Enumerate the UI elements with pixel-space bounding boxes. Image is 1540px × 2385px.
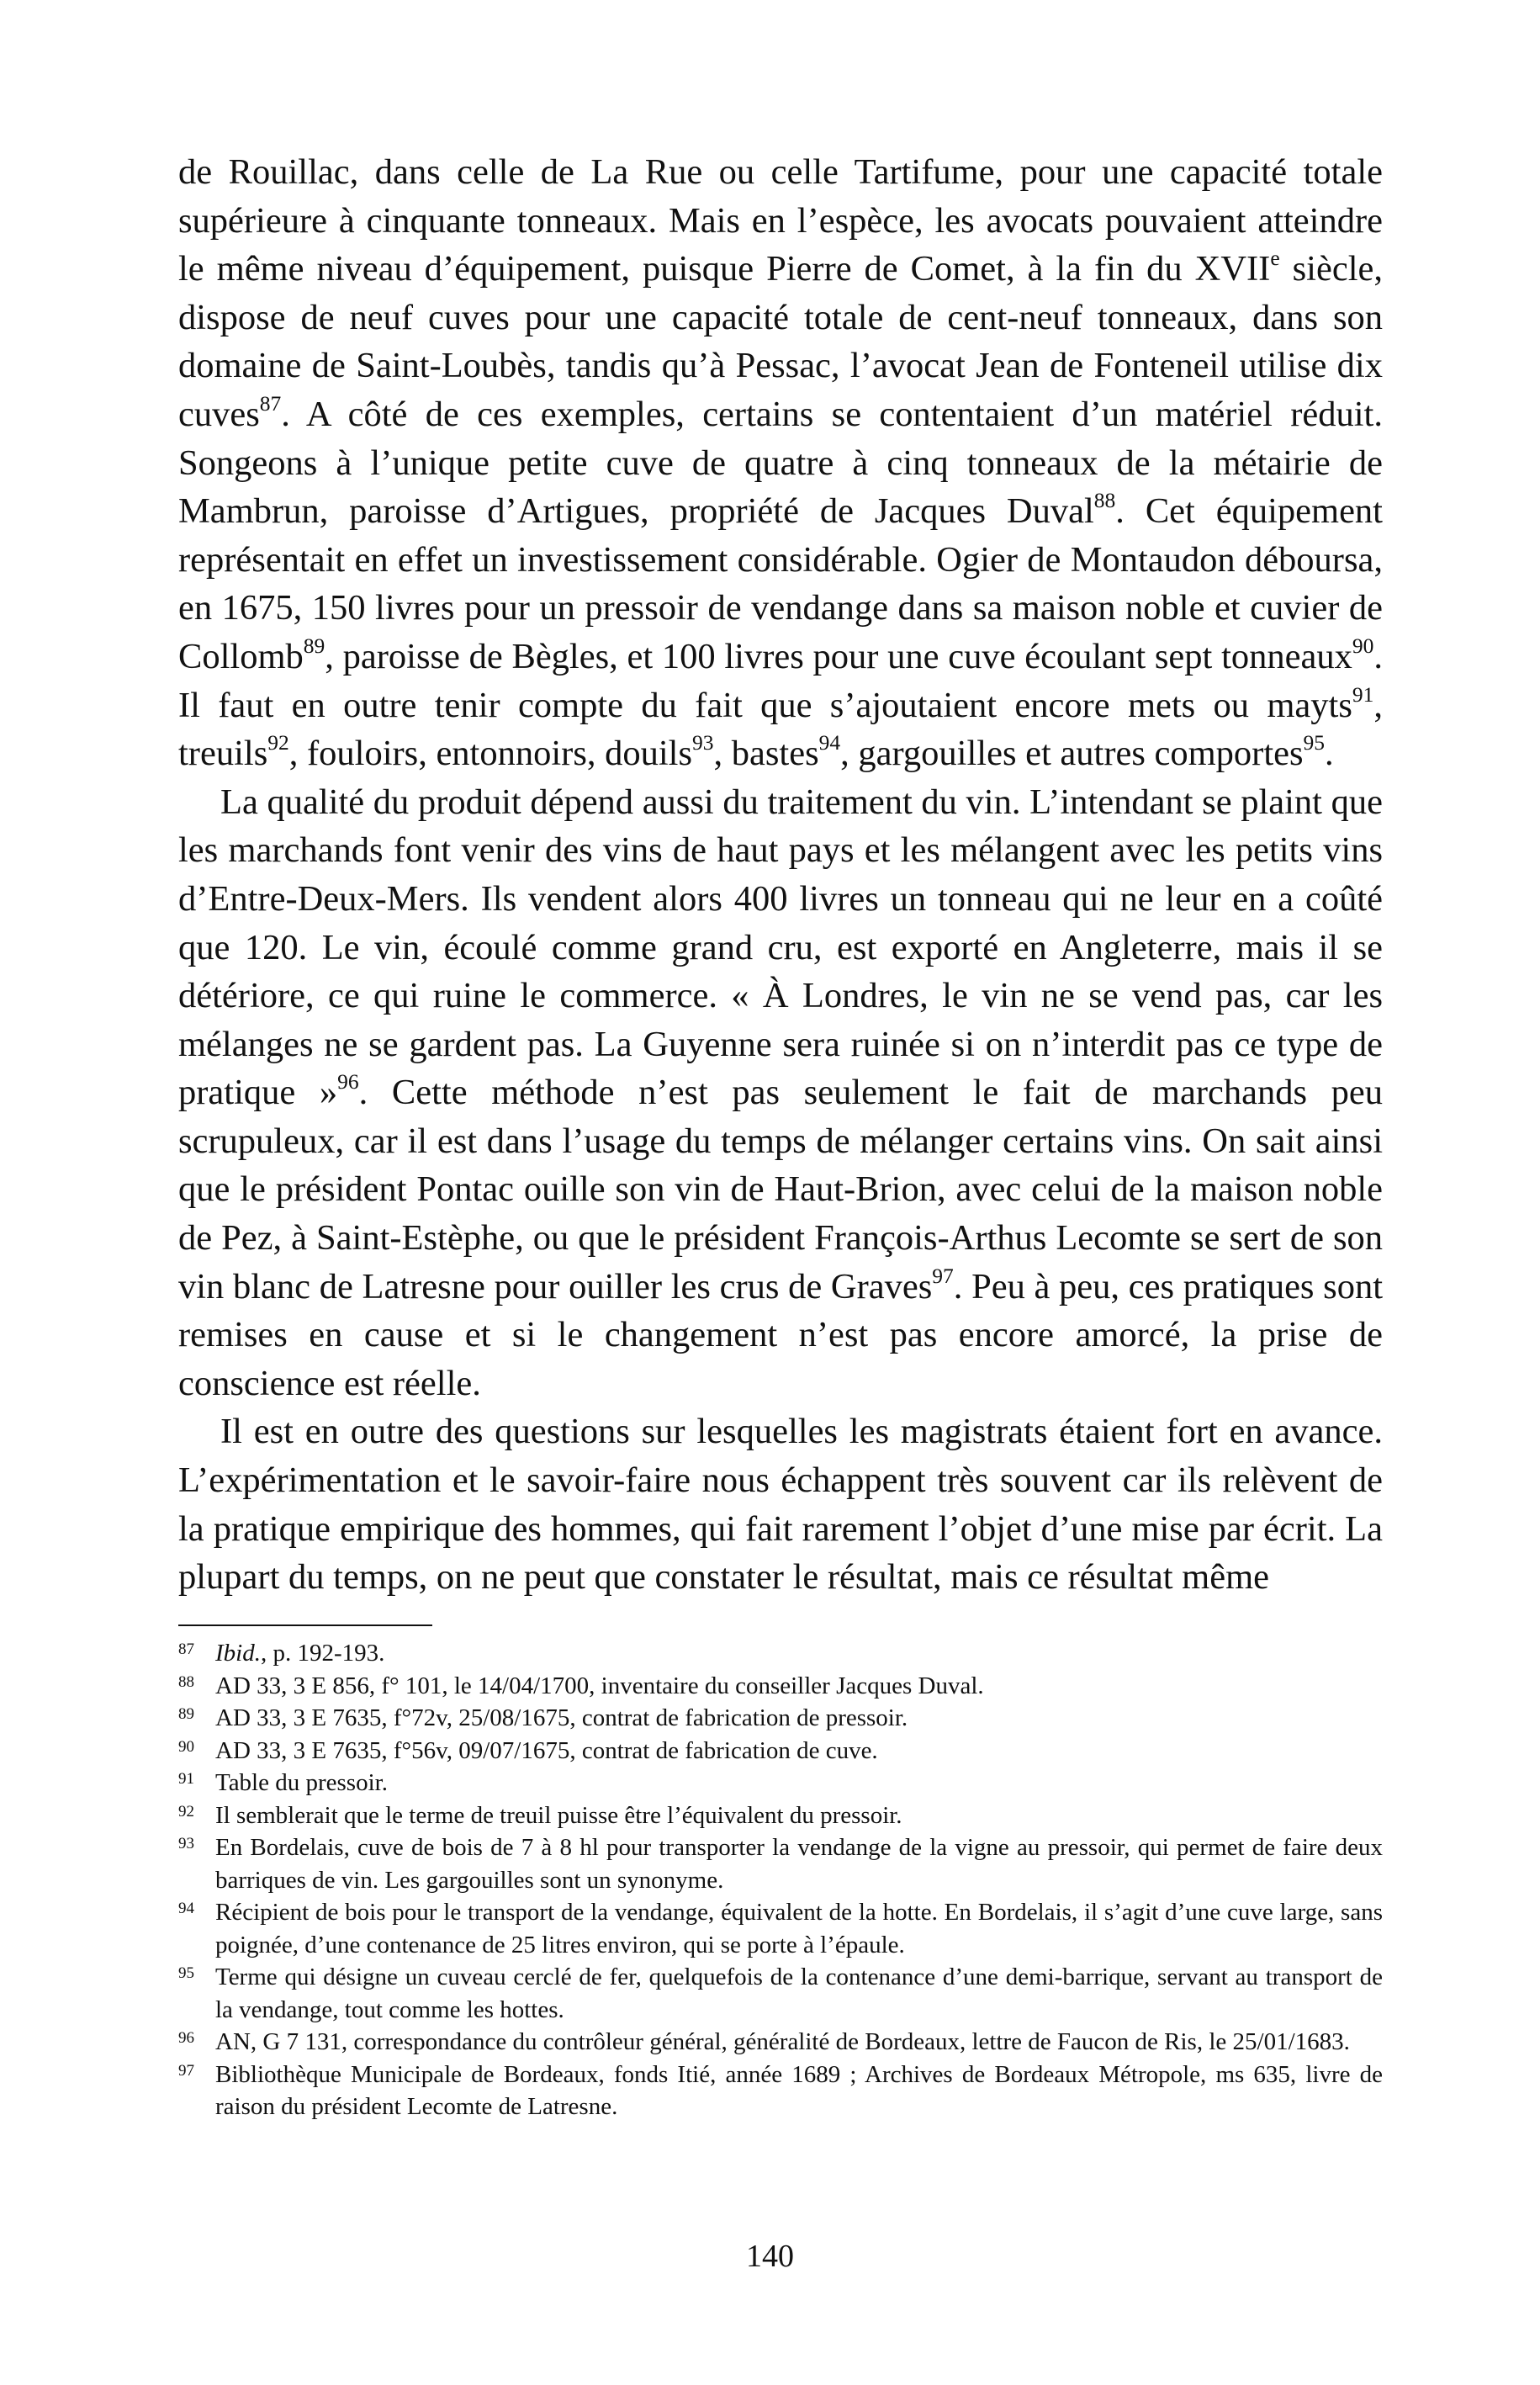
text-run: La qualité du produit dépend aussi du traitement du vin. L’intendant se plaint que les marchands font venir des vins de haut pays et les mélangent avec les petits vins d’Entre-Deux-Mers. Ils vendent alors 400 livres un tonneau qui ne leur en a coûté que 120. Le vin, écoulé comme grand cru, est exporté en Angleterre, mais il se détériore, ce qui ruine le commerce. « À Londres, le vin ne se vend pas, car les mélanges ne se gardent pas. La Guyenne sera ruinée si on n’interdit pas ce type de pratique »: [178, 782, 1383, 1113]
footnote-92: 92 Il semblerait que le terme de treuil puisse être l’équivalent du pressoir.: [178, 1801, 902, 1829]
footnote-reference[interactable]: 93: [692, 730, 714, 755]
footnote-reference[interactable]: 96: [337, 1069, 359, 1094]
footnote-93: 93 En Bordelais, cuve de bois de 7 à 8 hl pour transporter la vendange de la vigne au pressoir, qui permet de faire deux barriques de vin. Les gargouilles sont un synonyme.: [178, 1834, 1383, 1894]
footnote-reference[interactable]: 95: [1303, 730, 1326, 755]
paragraph: [178, 778, 1383, 1408]
footnote-reference[interactable]: 91: [1352, 681, 1374, 707]
text-run: , gargouilles et autres comportes: [840, 734, 1304, 774]
text-run: . Cet équipement représentait en effet un investissement considérable. Ogier de Montaudon déboursa, en 1675, 150 livres pour un pressoir de vendange dans sa maison noble et cuvier de Collomb: [178, 491, 1383, 676]
footnote-reference[interactable]: 89: [303, 633, 325, 659]
footnote-text: Il semblerait que le terme de treuil puisse être l’équivalent du pressoir.: [215, 1801, 902, 1829]
text-run: . A côté de ces exemples, certains se contentaient d’un matériel réduit. Songeons à l’unique petite cuve de quatre à cinq tonneaux de la métairie de Mambrun, paroisse d’Artigues, propriété de Jacques Duval: [178, 394, 1383, 532]
footnote-91: 91 Table du pressoir.: [178, 1769, 388, 1796]
footnote-text: Récipient de bois pour le transport de la vendange, équivalent de la hotte. En Bordelais, il s’agit d’une cuve large, sans poignée, d’une contenance de 25 litres environ, qui se porte à l’épaule.: [215, 1899, 1383, 1958]
footnote-italic: Ibid.: [215, 1640, 261, 1667]
paragraph: [178, 148, 1383, 778]
body-text: [178, 148, 1383, 1602]
text-run: , paroisse de Bègles, et 100 livres pour une cuve écoulant sept tonneaux: [325, 636, 1352, 676]
footnote-87: 87 Ibid., p. 192-193.: [178, 1640, 385, 1667]
footnote-90: 90 AD 33, 3 E 7635, f°56v, 09/07/1675, contrat de fabrication de cuve.: [178, 1736, 878, 1764]
text-run: . Il faut en outre tenir compte du fait que s’ajoutaient encore mets ou mayts: [178, 636, 1383, 725]
footnote-text: , p. 192-193.: [260, 1640, 385, 1667]
footnote-reference[interactable]: 87: [259, 391, 282, 416]
superscript: e: [1270, 246, 1280, 271]
text-run: , fouloirs, entonnoirs, douils: [288, 734, 693, 774]
footnote-text: Terme qui désigne un cuveau cerclé de fer, quelquefois de la contenance d’une demi-barrique, servant au transport de la vendange, tout comme les hottes.: [215, 1964, 1383, 2023]
footnote-text: En Bordelais, cuve de bois de 7 à 8 hl pour transporter la vendange de la vigne au pressoir, qui permet de faire deux barriques de vin. Les gargouilles sont un synonyme.: [215, 1834, 1383, 1894]
text-run: Il est en outre des questions sur lesquelles les magistrats étaient fort en avance. L’expérimentation et le savoir-faire nous échappent très souvent car ils relèvent de la pratique empirique des hommes, qui fait rarement l’objet d’une mise par écrit. La plupart du temps, on ne peut que constater le résultat, mais ce résultat même: [178, 1412, 1383, 1598]
text-run: . Peu à peu, ces pratiques sont remises en cause et si le changement n’est pas encore amorcé, la prise de conscience est réelle.: [178, 1266, 1383, 1403]
text-run: . Cette méthode n’est pas seulement le fait de marchands peu scrupuleux, car il est dans l’usage du temps de mélanger certains vins. On sait ainsi que le président Pontac ouille son vin de Haut-Brion, avec celui de la maison noble de Pez, à Saint-Estèphe, ou que le président François-Arthus Lecomte se sert de son vin blanc de Latresne pour ouiller les crus de Graves: [178, 1073, 1383, 1306]
footnote-94: 94 Récipient de bois pour le transport de la vendange, équivalent de la hotte. En Bordelais, il s’agit d’une cuve large, sans poignée, d’une contenance de 25 litres environ, qui se porte à l’épaule.: [178, 1899, 1383, 1958]
footnote-text: Table du pressoir.: [215, 1769, 388, 1796]
footnote-text: AN, G 7 131, correspondance du contrôleur général, généralité de Bordeaux, lettre de Faucon de Ris, le 25/01/1683.: [215, 2028, 1350, 2055]
text-run: siècle, dispose de neuf cuves pour une capacité totale de cent-neuf tonneaux, dans son domaine de Saint-Loubès, tandis qu’à Pessac, l’avocat Jean de Fonteneil utilise dix cuves: [178, 249, 1384, 434]
footnotes: [178, 1637, 1383, 2123]
footnote-text: AD 33, 3 E 856, f° 101, le 14/04/1700, inventaire du conseiller Jacques Duval.: [215, 1672, 984, 1699]
footnote-96: 96 AN, G 7 131, correspondance du contrôleur général, généralité de Bordeaux, lettre de Faucon de Ris, le 25/01/1683.: [178, 2028, 1350, 2055]
page-body: [178, 148, 1383, 1602]
footnote-95: 95 Terme qui désigne un cuveau cerclé de fer, quelquefois de la contenance d’une demi-barrique, servant au transport de la vendange, tout comme les hottes.: [178, 1964, 1383, 2023]
footnote-text: Bibliothèque Municipale de Bordeaux, fonds Itié, année 1689 ; Archives de Bordeaux Métropole, ms 635, livre de raison du président Lecomte de Latresne.: [215, 2060, 1383, 2120]
text-run: , treuils: [178, 685, 1383, 774]
footnote-89: 89 AD 33, 3 E 7635, f°72v, 25/08/1675, contrat de fabrication de pressoir.: [178, 1704, 908, 1731]
footnote-text: AD 33, 3 E 7635, f°72v, 25/08/1675, contrat de fabrication de pressoir.: [215, 1704, 908, 1731]
footnote-88: 88 AD 33, 3 E 856, f° 101, le 14/04/1700, inventaire du conseiller Jacques Duval.: [178, 1672, 984, 1699]
footnote-reference[interactable]: 90: [1352, 633, 1374, 659]
footnote-reference[interactable]: 92: [267, 730, 289, 755]
text-run: de Rouillac, dans celle de La Rue ou celle Tartifume, pour une capacité totale supérieure à cinquante tonneaux. Mais en l’espèce, les avocats pouvaient atteindre le même niveau d’équipement, puisque Pierre de Comet, à la fin du XVII: [178, 152, 1383, 289]
text-run: , bastes: [713, 734, 819, 774]
paragraph: [178, 1407, 1383, 1601]
text-run: .: [1325, 734, 1334, 774]
footnote-separator: [178, 1624, 432, 1626]
footnote-reference[interactable]: 88: [1093, 488, 1116, 513]
page-number: 140: [746, 2239, 794, 2274]
footnote-reference[interactable]: 97: [932, 1263, 954, 1288]
footnote-reference[interactable]: 94: [818, 730, 841, 755]
footnote-text: AD 33, 3 E 7635, f°56v, 09/07/1675, contrat de fabrication de cuve.: [215, 1736, 878, 1764]
footnote-97: 97 Bibliothèque Municipale de Bordeaux, fonds Itié, année 1689 ; Archives de Bordeaux Métropole, ms 635, livre de raison du président Lecomte de Latresne.: [178, 2060, 1383, 2120]
